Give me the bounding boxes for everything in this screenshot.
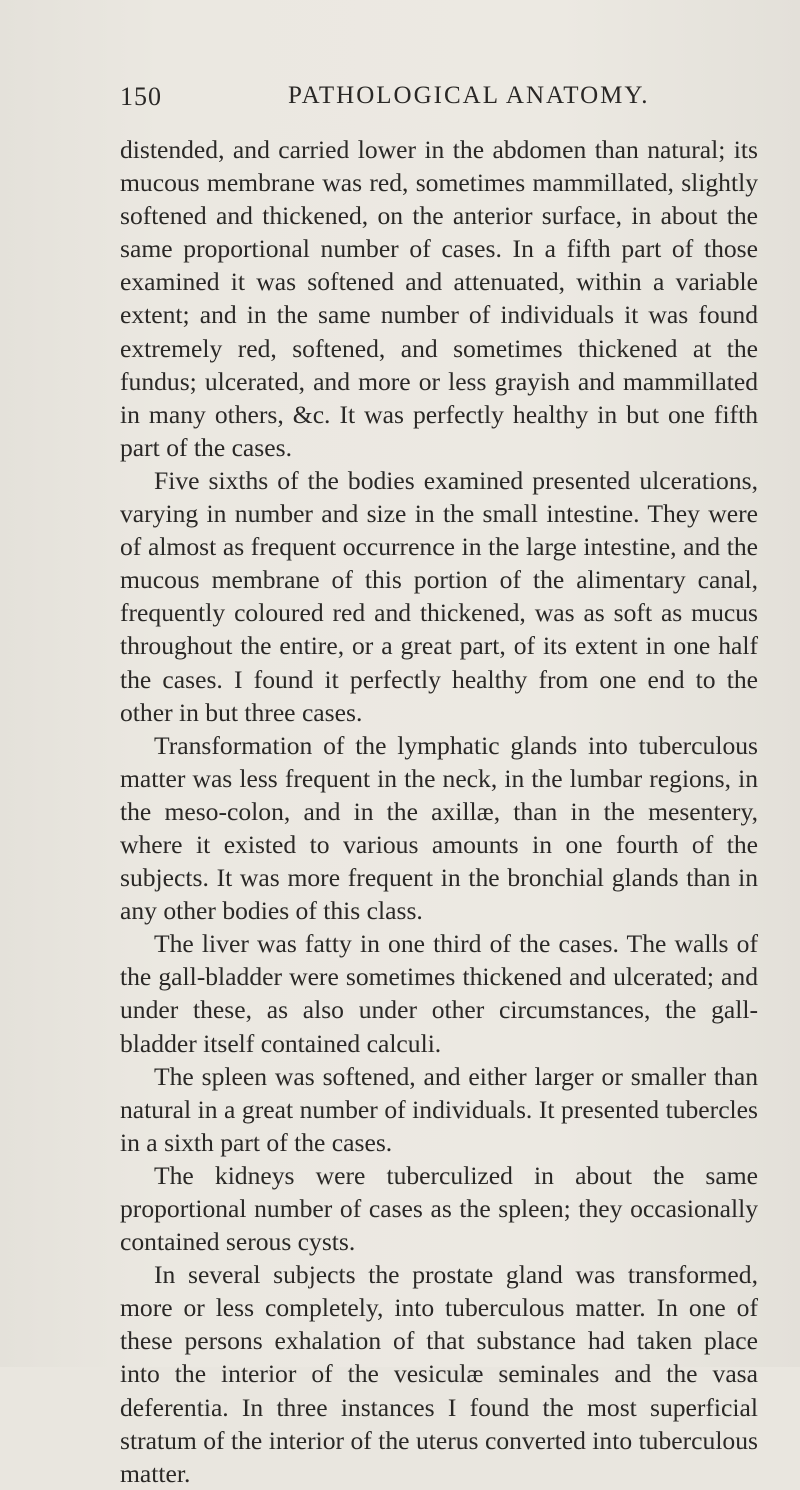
page-header [120,82,740,122]
paragraph: The spleen was softened, and either larger or smaller than natural in a great number of individuals. It presented tubercles in a sixth part of the cases. [120,1061,758,1157]
paragraph: In several subjects the prostate gland was transformed, more or less completely, into tuberculous matter. In one of these persons exhalation of that substance had taken place into the interior of the vesiculæ seminales and the vasa deferentia. In three instances I found the most superficial stratum of the interior of the uterus converted into tuberculous matter. [120,1260,758,1488]
paragraph: Transformation of the lymphatic glands into tuberculous matter was less frequent in the neck, in the lumbar regions, in the meso-colon, and in the axillæ, than in the mesentery, where it existed to various amounts in one fourth of the subjects. It was more frequent in the bronchial glands than in any other bodies of this class. [120,730,758,926]
running-title: PATHOLOGICAL ANATOMY. [288,82,650,109]
page-number: 150 [120,82,162,111]
paragraph: The liver was fatty in one third of the cases. The walls of the gall-bladder were sometimes thickened and ulcerated; and under these, as also under other circumstances, the gall-bladder itself contained calculi. [120,929,758,1058]
paragraph: distended, and carried lower in the abdomen than natural; its mucous membrane was red, sometimes mammillated, slightly softened and thickened, on the anterior surface, in about the same proportional number of cases. In a fifth part of those examined it was softened and attenuated, within a variable extent; and in the same number of individuals it was found extremely red, softened, and sometimes thickened at the fundus; ulcerated, and more or less grayish and mammillated in many others, &c. It was perfectly healthy in but one fifth part of the cases. [120,135,758,462]
paragraph: The kidneys were tuberculized in about the same proportional number of cases as the spleen; they occasionally contained serous cysts. [120,1160,758,1257]
page-body [120,133,758,1490]
paragraph: Five sixths of the bodies examined presented ulcerations, varying in number and size in the small intestine. They were of almost as frequent occurrence in the large intestine, and the mucous membrane of this portion of the alimentary canal, frequently coloured red and thickened, was as soft as mucus throughout the entire, or a great part, of its extent in one half the cases. I found it perfectly healthy from one end to the other in but three cases. [120,465,758,727]
